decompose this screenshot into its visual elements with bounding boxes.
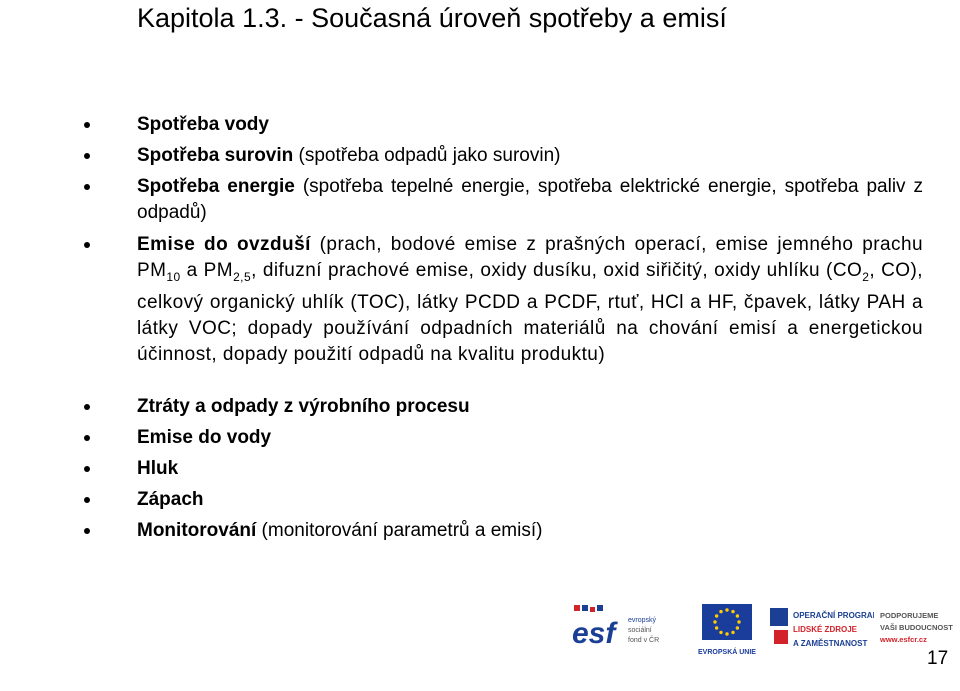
bullet-icon [84, 497, 90, 503]
pod-line: PODPORUJEME [880, 611, 939, 620]
eu-star-icon [725, 608, 728, 611]
op-line: A ZAMĚSTNANOST [793, 639, 868, 648]
list-item [137, 518, 923, 544]
esf-caption: fond v ČR [628, 637, 660, 644]
list-item [137, 143, 923, 169]
item-text: (prach, bodové emise z prašných operací, emise jemného prachu PM [137, 234, 924, 281]
bullet-icon [84, 242, 90, 248]
item-heading: Hluk [137, 458, 179, 479]
bullet-icon [84, 435, 90, 441]
eu-star-icon [725, 632, 728, 635]
eu-star-icon [719, 631, 722, 634]
slide-title: Kapitola 1.3. - Současná úroveň spotřeby a emisí [137, 3, 727, 33]
subscript: 2,5 [233, 269, 252, 284]
item-text: a PM [180, 260, 234, 281]
item-text: , CO), celkový organický uhlík (TOC), látky PCDD a PCDF, rtuť, HCl a HF, čpavek, látky PAH a látky VOC; dopady používání odpadních materiálů na chování emisí a energetickou účinnost, dopady použití odpadů na kvalitu produktu) [137, 260, 923, 365]
item-heading: Zápach [137, 489, 204, 510]
eu-star-icon [731, 610, 734, 613]
eu-star-icon [731, 631, 734, 634]
eu-star-icon [736, 614, 739, 617]
item-heading: Emise do ovzduší [137, 234, 311, 255]
subscript: 2 [862, 269, 870, 284]
pod-line: www.esfcr.cz [880, 635, 927, 644]
list-item [137, 487, 923, 513]
eu-caption: EVROPSKÁ UNIE [698, 649, 756, 656]
eu-flag-logo [688, 602, 766, 660]
list-item [137, 232, 923, 368]
pod-line: VAŠI BUDOUCNOST [880, 623, 953, 632]
bullet-icon [84, 153, 90, 159]
bullet-icon [84, 404, 90, 410]
item-text: (spotřeba tepelné energie, spotřeba elektrické energie, spotřeba paliv z odpadů) [137, 176, 923, 223]
eu-star-icon [737, 620, 740, 623]
eu-star-icon [715, 626, 718, 629]
subscript: 10 [166, 269, 181, 284]
bullet-icon [84, 122, 90, 128]
esf-mark: esf [572, 617, 616, 650]
item-text: (monitorování parametrů a emisí) [256, 520, 543, 541]
list-item [137, 112, 923, 138]
op-lzz-logo [770, 604, 874, 656]
item-text: (spotřeba odpadů jako surovin) [293, 145, 561, 166]
bullet-icon [84, 466, 90, 472]
esf-logo [570, 605, 682, 655]
eu-star-icon [715, 614, 718, 617]
page-number: 17 [927, 648, 949, 669]
list-item [137, 394, 923, 420]
bullet-icon [84, 184, 90, 190]
item-heading: Emise do vody [137, 427, 272, 448]
eu-star-icon [713, 620, 716, 623]
op-line: LIDSKÉ ZDROJE [793, 625, 858, 634]
bullet-icon [84, 528, 90, 534]
footer-logos [570, 600, 960, 691]
item-heading: Spotřeba surovin [137, 145, 294, 166]
eu-star-icon [719, 610, 722, 613]
esf-caption: sociální [628, 627, 652, 634]
op-line: OPERAČNÍ PROGRAM [793, 611, 874, 620]
list-item [137, 456, 923, 482]
list-item [137, 425, 923, 451]
item-text: , difuzní prachové emise, oxidy dusíku, oxid siřičitý, oxidy uhlíku (CO [251, 260, 863, 281]
item-heading: Ztráty a odpady z výrobního procesu [137, 396, 470, 417]
item-heading: Spotřeba energie [137, 176, 295, 197]
item-heading: Spotřeba vody [137, 114, 269, 135]
esf-caption: evropský [628, 617, 657, 624]
item-heading: Monitorování [137, 520, 257, 541]
list-item [137, 174, 923, 226]
eu-star-icon [736, 626, 739, 629]
